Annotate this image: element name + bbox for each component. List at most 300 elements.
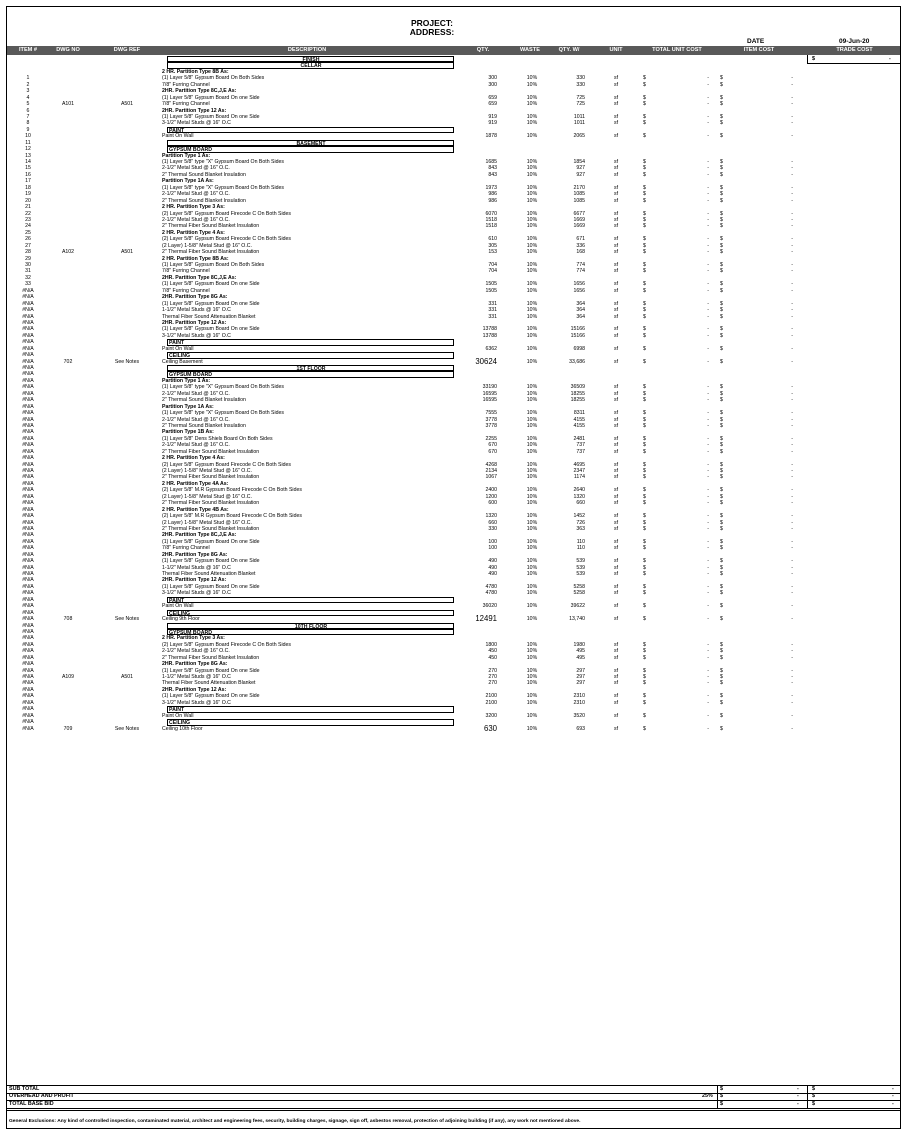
item-cost-dash: -: [791, 558, 793, 565]
waste-percent: 10%: [526, 461, 538, 468]
item-description: 2" Thermal Fiber Sound Blanket Insulation: [162, 654, 260, 661]
section-label: FINISH: [167, 56, 454, 62]
item-number: 4: [26, 94, 30, 101]
item-cost-dash: -: [791, 165, 793, 172]
overhead-dash-2: -: [892, 1093, 894, 1099]
unit-cost-dollar: $: [643, 519, 646, 526]
unit-cost-dollar: $: [643, 120, 646, 127]
waste-percent: 10%: [526, 94, 538, 101]
col-dwg-no: DWG NO: [56, 47, 80, 53]
item-description: (1) Layer 5/8" Gypsum Board On one Side: [162, 667, 260, 674]
quantity: 659: [488, 101, 497, 108]
item-cost-dash: -: [791, 120, 793, 127]
quantity-with-waste: 2481: [573, 435, 585, 442]
item-cost-dash: -: [791, 307, 793, 314]
sub-total-dollar-1: $: [720, 1086, 723, 1092]
quantity-with-waste: 110: [576, 545, 585, 552]
item-cost-dollar: $: [720, 197, 723, 204]
item-cost-dash: -: [791, 571, 793, 577]
unit-cost-dash: -: [707, 513, 709, 520]
unit-cost-dollar: $: [643, 159, 646, 165]
unit: sf: [613, 712, 619, 719]
unit: sf: [613, 538, 619, 545]
item-cost-dollar: $: [720, 191, 723, 198]
overhead-row: [7, 1093, 900, 1101]
section-label: 2HR. Partition Type 8G As:: [162, 294, 228, 301]
item-number: #N/A: [22, 667, 34, 674]
item-number: #N/A: [22, 686, 34, 693]
unit-cost-dash: -: [707, 654, 709, 661]
quantity: 450: [488, 654, 497, 661]
quantity-with-waste: 330: [576, 81, 585, 88]
unit: sf: [613, 699, 619, 706]
quantity-with-waste: 1980: [573, 641, 585, 648]
item-cost-dollar: $: [720, 493, 723, 500]
project-block: [367, 19, 497, 37]
item-cost-dash: -: [791, 474, 793, 481]
waste-percent: 10%: [526, 223, 538, 230]
item-number: #N/A: [22, 661, 34, 668]
item-number: #N/A: [22, 654, 34, 661]
item-cost-dollar: $: [720, 358, 723, 365]
waste-percent: 10%: [526, 410, 538, 417]
item-cost-dash: -: [791, 113, 793, 120]
quantity: 3200: [485, 712, 497, 719]
unit-cost-dollar: $: [643, 712, 646, 719]
unit-cost-dollar: $: [643, 210, 646, 217]
unit-cost-dollar: $: [643, 487, 646, 494]
totals-divider-2: [807, 1085, 808, 1109]
unit: sf: [613, 545, 619, 552]
item-number: 29: [25, 255, 31, 262]
item-number: #N/A: [22, 545, 34, 552]
item-cost-dollar: $: [720, 216, 723, 223]
item-cost-dash: -: [791, 326, 793, 333]
section-label: 2 HR. Partition Type 4B As:: [162, 506, 229, 513]
unit-cost-dollar: $: [643, 268, 646, 275]
unit-cost-dollar: $: [643, 513, 646, 520]
quantity-with-waste: 927: [576, 165, 585, 172]
item-cost-dollar: $: [720, 519, 723, 526]
waste-percent: 10%: [526, 442, 538, 449]
col-item-cost: ITEM COST: [743, 47, 775, 53]
quantity: 13788: [482, 332, 497, 339]
col-item: ITEM #: [18, 47, 38, 53]
quantity-with-waste: 737: [576, 448, 585, 455]
unit-cost-dash: -: [707, 435, 709, 442]
unit-cost-dash: -: [707, 712, 709, 719]
waste-percent: 10%: [526, 281, 538, 288]
item-number: 19: [25, 191, 31, 198]
item-cost-dash: -: [791, 583, 793, 590]
sub-total-dollar-2: $: [812, 1086, 815, 1092]
item-cost-dash: -: [791, 448, 793, 455]
unit-cost-dollar: $: [643, 326, 646, 333]
trade-cost-dollar: $: [812, 56, 815, 62]
unit: sf: [613, 307, 619, 314]
waste-percent: 10%: [526, 545, 538, 552]
section-label: Partition Type 1 As:: [162, 377, 211, 384]
unit-cost-dash: -: [707, 558, 709, 565]
quantity: 2400: [485, 487, 497, 494]
item-number: #N/A: [22, 519, 34, 526]
item-cost-dollar: $: [720, 538, 723, 545]
item-cost-dash: -: [791, 538, 793, 545]
unit-cost-dash: -: [707, 667, 709, 674]
unit-cost-dash: -: [707, 519, 709, 526]
unit-cost-dollar: $: [643, 287, 646, 294]
section-label: 2 HR. Partition Type 4 As:: [162, 229, 225, 236]
unit-cost-dash: -: [707, 133, 709, 140]
unit-cost-dollar: $: [643, 725, 646, 732]
item-cost-dash: -: [791, 667, 793, 674]
waste-percent: 10%: [526, 699, 538, 706]
item-cost-dollar: $: [720, 583, 723, 590]
quantity-with-waste: 1011: [573, 120, 585, 127]
section-label: 2HR. Partition Type 8C,J,E As:: [162, 88, 237, 95]
item-number: 20: [25, 197, 31, 204]
item-description: 7/8" Furring Channel: [162, 81, 210, 88]
unit-cost-dash: -: [707, 197, 709, 204]
item-cost-dollar: $: [720, 461, 723, 468]
item-cost-dash: -: [791, 262, 793, 268]
item-cost-dollar: $: [720, 641, 723, 648]
item-description: 7/8" Furring Channel: [162, 287, 210, 294]
general-exclusions: General Exclusions: Any kind of controlled inspection, contaminated material, architect and engineering fees, security, building charges, signage, sign off, asbestos removal, protection of adjoining building (if any), any work not mentioned above.: [9, 1119, 581, 1124]
item-cost-dollar: $: [720, 120, 723, 127]
item-cost-dash: -: [791, 242, 793, 249]
item-cost-dash: -: [791, 81, 793, 88]
item-description: 2-1/2" Metal Stud @ 16" O.C.: [162, 191, 230, 198]
item-cost-dollar: $: [720, 345, 723, 352]
unit-cost-dollar: $: [643, 616, 646, 623]
overhead-dollar-1: $: [720, 1093, 723, 1099]
item-cost-dash: -: [791, 693, 793, 700]
waste-percent: 10%: [526, 75, 538, 82]
item-cost-dash: -: [791, 590, 793, 597]
unit-cost-dollar: $: [643, 307, 646, 314]
item-cost-dash: -: [791, 216, 793, 223]
item-cost-dollar: $: [720, 94, 723, 101]
item-description: 2" Thermal Sound Blanket Insulation: [162, 171, 246, 178]
quantity-with-waste: 737: [576, 442, 585, 449]
item-number: #N/A: [22, 403, 34, 410]
quantity: 1518: [485, 216, 497, 223]
item-number: #N/A: [22, 577, 34, 584]
unit-cost-dollar: $: [643, 81, 646, 88]
unit: sf: [613, 94, 619, 101]
item-description: (2) Layer 5/8" Gypsum Board Firecode C On Both Sides: [162, 461, 291, 468]
unit-cost-dollar: $: [643, 384, 646, 391]
unit-cost-dollar: $: [643, 113, 646, 120]
item-description: (1) Layer 5/8" Gypsum Board On Both Sides: [162, 262, 265, 268]
unit: sf: [613, 435, 619, 442]
item-cost-dash: -: [791, 390, 793, 397]
dwg-reference: See Notes: [114, 358, 140, 365]
item-cost-dollar: $: [720, 159, 723, 165]
waste-percent: 10%: [526, 487, 538, 494]
item-number: 26: [25, 236, 31, 243]
unit-cost-dollar: $: [643, 525, 646, 532]
item-number: #N/A: [22, 525, 34, 532]
item-number: #N/A: [22, 487, 34, 494]
item-number: 25: [25, 229, 31, 236]
waste-percent: 10%: [526, 493, 538, 500]
unit-cost-dollar: $: [643, 101, 646, 108]
unit: sf: [613, 242, 619, 249]
item-number: #N/A: [22, 422, 34, 429]
base-bid-label: TOTAL BASE BID: [9, 1101, 54, 1107]
unit-cost-dash: -: [707, 345, 709, 352]
unit-cost-dash: -: [707, 120, 709, 127]
quantity: 1878: [485, 133, 497, 140]
waste-percent: 10%: [526, 500, 538, 507]
unit: sf: [613, 113, 619, 120]
item-cost-dash: -: [791, 461, 793, 468]
quantity: 2100: [485, 693, 497, 700]
item-description: Paint On Wall: [162, 345, 194, 352]
unit-cost-dash: -: [707, 384, 709, 391]
unit: sf: [613, 358, 619, 365]
item-number: 32: [25, 274, 31, 281]
item-number: #N/A: [22, 513, 34, 520]
item-number: #N/A: [22, 307, 34, 314]
item-number: #N/A: [22, 313, 34, 320]
section-label: Partition Type 1B As:: [162, 429, 214, 436]
item-cost-dash: -: [791, 101, 793, 108]
item-cost-dash: -: [791, 468, 793, 474]
quantity: 16595: [482, 390, 497, 397]
unit-cost-dollar: $: [643, 75, 646, 82]
quantity: 6070: [485, 210, 497, 217]
unit: sf: [613, 268, 619, 275]
unit: sf: [613, 487, 619, 494]
unit-cost-dash: -: [707, 281, 709, 288]
item-cost-dash: -: [791, 236, 793, 243]
waste-percent: 10%: [526, 358, 538, 365]
unit-cost-dash: -: [707, 210, 709, 217]
item-cost-dollar: $: [720, 442, 723, 449]
unit-cost-dollar: $: [643, 558, 646, 565]
item-number: #N/A: [22, 590, 34, 597]
item-cost-dollar: $: [720, 435, 723, 442]
section-label: 2HR. Partition Type 8C,J,E As:: [162, 532, 237, 539]
item-description: (1) Layer 5/8" Gypsum Board On one Side: [162, 300, 260, 307]
item-cost-dollar: $: [720, 81, 723, 88]
waste-percent: 10%: [526, 648, 538, 655]
item-description: (1) Layer 5/8" type "X" Gypsum Board On Both Sides: [162, 184, 285, 191]
item-cost-dollar: $: [720, 725, 723, 732]
item-cost-dash: -: [791, 268, 793, 275]
item-number: #N/A: [22, 641, 34, 648]
item-cost-dash: -: [791, 75, 793, 82]
item-number: #N/A: [22, 435, 34, 442]
quantity-with-waste: 495: [576, 648, 585, 655]
section-label: 2 HR. Partition Type 3 As:: [162, 635, 225, 642]
quantity: 1800: [485, 641, 497, 648]
col-qty-w: QTY. W/: [558, 47, 580, 53]
unit-cost-dash: -: [707, 236, 709, 243]
item-description: 2" Thermal Fiber Sound Blanket Insulation: [162, 448, 260, 455]
item-number: #N/A: [22, 410, 34, 417]
unit-cost-dash: -: [707, 525, 709, 532]
item-description: (1) Layer 5/8" type "X" Gypsum Board On Both Sides: [162, 410, 285, 417]
section-label: CEILING: [167, 719, 454, 725]
sub-total-dash-2: -: [892, 1086, 894, 1092]
item-number: #N/A: [22, 506, 34, 513]
quantity: 300: [488, 75, 497, 82]
quantity: 270: [488, 680, 497, 687]
unit-cost-dash: -: [707, 648, 709, 655]
base-bid-dollar-2: $: [812, 1101, 815, 1107]
item-number: #N/A: [22, 616, 34, 623]
dwg-reference: A501: [120, 249, 134, 256]
quantity-with-waste: 8311: [573, 410, 585, 417]
item-description: (1) Layer 5/8" type "X" Gypsum Board On Both Sides: [162, 384, 285, 391]
item-number: 33: [25, 281, 31, 288]
unit-cost-dollar: $: [643, 410, 646, 417]
quantity: 16595: [482, 397, 497, 404]
item-cost-dollar: $: [720, 268, 723, 275]
unit-cost-dash: -: [707, 75, 709, 82]
item-cost-dash: -: [791, 699, 793, 706]
item-description: Ceiling 9th Floor: [162, 616, 200, 623]
quantity-with-waste: 363: [576, 525, 585, 532]
item-cost-dash: -: [791, 616, 793, 623]
unit: sf: [613, 223, 619, 230]
item-cost-dash: -: [791, 712, 793, 719]
unit-cost-dash: -: [707, 249, 709, 256]
unit-cost-dollar: $: [643, 332, 646, 339]
item-cost-dollar: $: [720, 500, 723, 507]
waste-percent: 10%: [526, 468, 538, 474]
unit: sf: [613, 165, 619, 172]
quantity-with-waste: 1669: [573, 216, 585, 223]
item-cost-dash: -: [791, 513, 793, 520]
line-items: [7, 56, 900, 732]
item-number: #N/A: [22, 680, 34, 687]
section-label: 2 HR. Partition Type 3 As:: [162, 204, 225, 211]
quantity: 704: [488, 268, 497, 275]
item-cost-dollar: $: [720, 287, 723, 294]
quantity-with-waste: 297: [576, 680, 585, 687]
unit-cost-dash: -: [707, 468, 709, 474]
quantity-with-waste: 927: [576, 171, 585, 178]
unit: sf: [613, 641, 619, 648]
item-number: #N/A: [22, 551, 34, 558]
sub-total-dash-1: -: [797, 1086, 799, 1092]
dwg-reference: A501: [120, 674, 134, 680]
item-description: 2" Thermal Fiber Sound Blanket Insulation: [162, 500, 260, 507]
quantity-with-waste: 364: [576, 313, 585, 320]
unit: sf: [613, 493, 619, 500]
quantity: 305: [488, 242, 497, 249]
unit-cost-dash: -: [707, 545, 709, 552]
waste-percent: 10%: [526, 171, 538, 178]
unit-cost-dash: -: [707, 171, 709, 178]
unit: sf: [613, 468, 619, 474]
unit-cost-dollar: $: [643, 435, 646, 442]
unit-cost-dash: -: [707, 693, 709, 700]
item-number: #N/A: [22, 442, 34, 449]
quantity: 1685: [485, 159, 497, 165]
item-cost-dollar: $: [720, 384, 723, 391]
item-description: 2" Thermal Sound Blanket Insulation: [162, 422, 246, 429]
unit-cost-dollar: $: [643, 184, 646, 191]
item-cost-dollar: $: [720, 616, 723, 623]
item-number: #N/A: [22, 429, 34, 436]
quantity: 270: [488, 674, 497, 680]
item-number: 31: [25, 268, 31, 275]
quantity-with-waste: 15166: [570, 326, 585, 333]
unit-cost-dash: -: [707, 313, 709, 320]
item-number: 24: [25, 223, 31, 230]
unit-cost-dash: -: [707, 101, 709, 108]
quantity: 450: [488, 648, 497, 655]
item-cost-dash: -: [791, 159, 793, 165]
unit: sf: [613, 513, 619, 520]
quantity-with-waste: 3520: [573, 712, 585, 719]
item-cost-dollar: $: [720, 571, 723, 577]
quantity: 660: [488, 519, 497, 526]
item-description: 3-1/2" Metal Studs @ 16" O.C: [162, 590, 231, 597]
item-number: #N/A: [22, 294, 34, 301]
quantity: 2134: [485, 468, 497, 474]
item-cost-dash: -: [791, 680, 793, 687]
item-cost-dash: -: [791, 493, 793, 500]
quantity-with-waste: 725: [576, 101, 585, 108]
quantity-with-waste: 2170: [573, 184, 585, 191]
item-description: (1) Layer 5/8" Gypsum Board On one Side: [162, 281, 260, 288]
quantity-with-waste: 39622: [570, 603, 585, 610]
item-description: (1) Layer 5/8" Gypsum Board On Both Sides: [162, 75, 265, 82]
item-number: 11: [25, 139, 31, 146]
section-label: 2 HR. Partition Type 8B As:: [162, 68, 229, 75]
item-cost-dash: -: [791, 641, 793, 648]
item-number: #N/A: [22, 345, 34, 352]
unit-cost-dash: -: [707, 590, 709, 597]
unit-cost-dollar: $: [643, 654, 646, 661]
item-description: (1) Layer 5/8" Gypsum Board On one Side: [162, 113, 260, 120]
unit-cost-dollar: $: [643, 571, 646, 577]
waste-percent: 10%: [526, 113, 538, 120]
item-cost-dash: -: [791, 654, 793, 661]
unit: sf: [613, 159, 619, 165]
item-description: (2) Layer 5/8" Gypsum Board Firecode C On Both Sides: [162, 210, 291, 217]
waste-percent: 10%: [526, 307, 538, 314]
unit-cost-dollar: $: [643, 397, 646, 404]
unit-cost-dollar: $: [643, 583, 646, 590]
item-cost-dollar: $: [720, 513, 723, 520]
totals-divider-1: [717, 1085, 718, 1109]
item-cost-dash: -: [791, 384, 793, 391]
item-cost-dollar: $: [720, 326, 723, 333]
quantity-with-waste: 539: [576, 571, 585, 577]
quantity: 33190: [482, 384, 497, 391]
quantity: 270: [488, 667, 497, 674]
item-cost-dash: -: [791, 345, 793, 352]
waste-percent: 10%: [526, 712, 538, 719]
unit-cost-dollar: $: [643, 448, 646, 455]
quantity-with-waste: 15166: [570, 332, 585, 339]
item-number: #N/A: [22, 596, 34, 603]
item-number: #N/A: [22, 628, 34, 635]
item-cost-dollar: $: [720, 249, 723, 256]
waste-percent: 10%: [526, 332, 538, 339]
col-trade-cost: TRADE COST: [836, 47, 873, 53]
item-number: 21: [25, 204, 31, 211]
waste-percent: 10%: [526, 725, 538, 732]
